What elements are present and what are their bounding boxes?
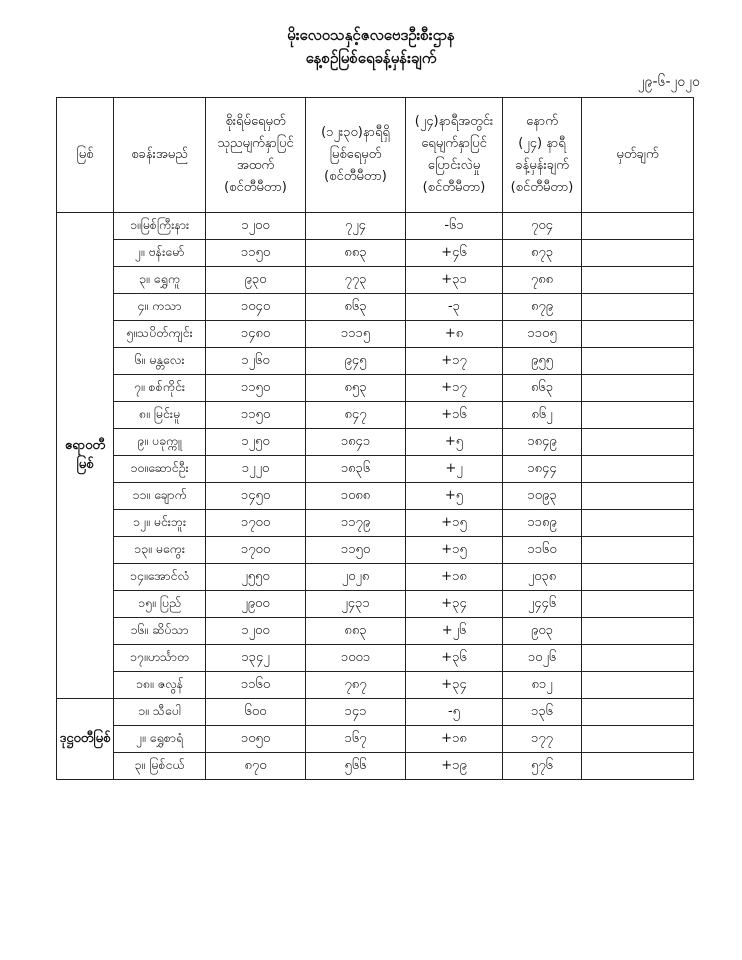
level-cell: ၁၀၈၈ [306,483,406,510]
forecast-cell: ၇၀၄ [503,213,582,240]
table-row [57,753,694,780]
change-cell: +၃၄ [406,672,503,699]
forecast-cell: ၅၇၆ [503,753,582,780]
header-forecast [503,98,582,213]
table-row [57,240,694,267]
forecast-cell: ၁၁၈၉ [503,510,582,537]
change-cell: +၁၉ [406,753,503,780]
table-row [57,429,694,456]
forecast-cell: ၁၈၄၄ [503,456,582,483]
danger-cell: ၁၀၄၀ [206,294,306,321]
danger-cell: ၁၁၅၀ [206,402,306,429]
change-cell: +၂၆ [406,618,503,645]
remark-cell [582,213,694,240]
river-name: ဧရာဝတီမြစ် [57,213,114,699]
change-cell: +၁၅ [406,537,503,564]
forecast-cell: ၂၀၃၈ [503,564,582,591]
level-cell: ၂၄၃၁ [306,591,406,618]
change-cell: +၁၆ [406,402,503,429]
change-cell: +၁၇ [406,375,503,402]
change-cell: -၃ [406,294,503,321]
change-cell: +၂ [406,456,503,483]
forecast-cell: ၈၁၂ [503,672,582,699]
change-cell: +၁၅ [406,510,503,537]
table-row [57,483,694,510]
danger-cell: ၆၀၀ [206,699,306,726]
danger-cell: ၁၀၅၀ [206,726,306,753]
level-cell: ၇၇၃ [306,267,406,294]
danger-cell: ၁၂၂၀ [206,456,306,483]
department-title: မိုးလေဝသနှင့်ဇလဗေဒဦးစီးဌာန [287,26,455,44]
remark-cell [582,402,694,429]
forecast-cell: ၁၈၄၉ [503,429,582,456]
level-cell: ၇၈၇ [306,672,406,699]
change-cell: +၅ [406,429,503,456]
level-cell: ၉၄၅ [306,348,406,375]
header-level-line: မြစ်ရေမှတ် [329,147,382,162]
table-row [57,618,694,645]
change-cell: -၅ [406,699,503,726]
level-cell: ၈၈၃ [306,618,406,645]
table-row [57,672,694,699]
table-row [57,564,694,591]
remark-cell [582,726,694,753]
river-level-table [56,97,694,780]
table-row [57,294,694,321]
level-cell: ၁၈၃၆ [306,456,406,483]
remark-cell [582,483,694,510]
forecast-cell: ၈၇၃ [503,240,582,267]
table-row [57,375,694,402]
danger-cell: ၁၁၅၀ [206,375,306,402]
table-body [57,213,694,780]
change-cell: +၃၆ [406,645,503,672]
remark-cell [582,267,694,294]
remark-cell [582,672,694,699]
table-row [57,213,694,240]
station-cell: ၃။ ရွှေကူ [114,267,206,294]
danger-cell: ၉၃၀ [206,267,306,294]
table-row [57,537,694,564]
table-row [57,645,694,672]
header-forecast-line: ခန့်မှန်းချက် [515,158,569,173]
danger-cell: ၈၇၀ [206,753,306,780]
forecast-cell: ၁၃၆ [503,699,582,726]
danger-cell: ၁၂၀၀ [206,618,306,645]
station-cell: ၁၃။ မကွေး [114,537,206,564]
danger-cell: ၁၇၀၀ [206,537,306,564]
level-cell: ၁၄၁ [306,699,406,726]
header-danger-line: အထက် [236,158,275,173]
forecast-cell: ၈၇၉ [503,294,582,321]
danger-cell: ၁၂၅၀ [206,429,306,456]
header-change-line: ပြောင်းလဲမှု [427,158,481,173]
remark-cell [582,429,694,456]
level-cell: ၈၆၃ [306,294,406,321]
station-cell: ၁။ သီပေါ [114,699,206,726]
level-cell: ၂၀၂၈ [306,564,406,591]
remark-cell [582,564,694,591]
report-date: ၂၉-၆-၂၀၂၀ [637,74,700,90]
level-cell: ၁၁၅၀ [306,537,406,564]
forecast-cell: ၂၄၄၆ [503,591,582,618]
station-cell: ၂။ ရွှေစာရံ [114,726,206,753]
table-row [57,348,694,375]
header-current-level [306,98,406,213]
header-change-line: (၂၄)နာရီအတွင်း [414,114,494,129]
table-row [57,267,694,294]
report-title: နေ့စဥ်မြစ်ရေခန့်မှန်းချက် [305,49,437,67]
level-cell: ၁၁၇၉ [306,510,406,537]
station-cell: ၁၅။ ပြည် [114,591,206,618]
station-cell: ၁၆။ ဆိပ်သာ [114,618,206,645]
station-cell: ၂။ ဗန်းမော် [114,240,206,267]
river-name: ဒုဋ္ဌဝတီမြစ် [57,699,114,780]
remark-cell [582,645,694,672]
forecast-cell: ၈၆၂ [503,402,582,429]
header-remark: မှတ်ချက် [582,98,694,213]
header-danger-line: (စင်တီမီတာ) [224,180,287,195]
remark-cell [582,591,694,618]
table-row [57,591,694,618]
change-cell: +၈ [406,321,503,348]
remark-cell [582,753,694,780]
level-cell: ၁၀၀၁ [306,645,406,672]
table-row [57,402,694,429]
forecast-cell: ၈၆၃ [503,375,582,402]
station-cell: ၁၂။ မင်းဘူး [114,510,206,537]
station-cell: ၁၈။ ဇလွန် [114,672,206,699]
remark-cell [582,537,694,564]
remark-cell [582,240,694,267]
header-danger-line: စိုးရိမ်ရေမှတ် [225,114,286,129]
danger-cell: ၁၃၄၂ [206,645,306,672]
change-cell: +၁၈ [406,726,503,753]
danger-cell: ၁၂၀၀ [206,213,306,240]
change-cell: +၃၄ [406,591,503,618]
danger-cell: ၁၄၅၀ [206,483,306,510]
remark-cell [582,618,694,645]
station-cell: ၆။ မန္တလေး [114,348,206,375]
header-river: မြစ် [57,98,114,213]
remark-cell [582,510,694,537]
forecast-cell: ၁၁၆၀ [503,537,582,564]
station-cell: ၁၇။ဟင်္သာတ [114,645,206,672]
danger-cell: ၁၂၆၀ [206,348,306,375]
level-cell: ၁၁၁၅ [306,321,406,348]
header-row [57,98,694,213]
header-change [406,98,503,213]
station-cell: ၁၀။ဆောင်ဦး [114,456,206,483]
station-cell: ၇။ စစ်ကိုင်း [114,375,206,402]
remark-cell [582,321,694,348]
remark-cell [582,699,694,726]
change-cell: +၄၆ [406,240,503,267]
forecast-cell: ၁၁၀၅ [503,321,582,348]
header-forecast-line: နောက် [526,114,558,129]
danger-cell: ၁၄၈၀ [206,321,306,348]
change-cell: +၁၇ [406,348,503,375]
header-change-line: ရေမျက်နှာပြင် [421,136,487,151]
forecast-cell: ၁၇၇ [503,726,582,753]
header-danger-line: သုညမျက်နှာပြင် [217,136,294,151]
remark-cell [582,294,694,321]
change-cell: -၆၁ [406,213,503,240]
danger-cell: ၂၅၅၀ [206,564,306,591]
level-cell: ၁၈၄၁ [306,429,406,456]
table-row [57,456,694,483]
change-cell: +၁၈ [406,564,503,591]
danger-cell: ၂၉၀၀ [206,591,306,618]
danger-cell: ၁၁၅၀ [206,240,306,267]
level-cell: ၈၄၇ [306,402,406,429]
danger-cell: ၁၁၆၀ [206,672,306,699]
station-cell: ၄။ ကသာ [114,294,206,321]
header-station: စခန်းအမည် [114,98,206,213]
remark-cell [582,348,694,375]
change-cell: +၃၁ [406,267,503,294]
table-row [57,699,694,726]
level-cell: ၈၈၃ [306,240,406,267]
station-cell: ၁။မြစ်ကြီးနား [114,213,206,240]
header-forecast-line: (၂၄) နာရီ [518,136,566,151]
level-cell: ၈၅၃ [306,375,406,402]
danger-cell: ၁၇၀၀ [206,510,306,537]
remark-cell [582,456,694,483]
level-cell: ၁၆၇ [306,726,406,753]
forecast-cell: ၉၀၃ [503,618,582,645]
table-row [57,510,694,537]
station-cell: ၁၁။ ချောက် [114,483,206,510]
forecast-cell: ၁၀၂၆ [503,645,582,672]
station-cell: ၈။ မြင်းမူ [114,402,206,429]
table-row [57,321,694,348]
station-cell: ၃။ မြစ်ငယ် [114,753,206,780]
change-cell: +၅ [406,483,503,510]
forecast-cell: ၇၈၈ [503,267,582,294]
header-danger-level [206,98,306,213]
station-cell: ၉။ ပခုက္ကူ [114,429,206,456]
level-cell: ၇၂၄ [306,213,406,240]
header-level-line: (စင်တီမီတာ) [324,169,387,184]
remark-cell [582,375,694,402]
header-level-line: (၁၂း၃၀)နာရီရှိ [321,125,390,140]
forecast-cell: ၉၅၅ [503,348,582,375]
level-cell: ၅၆၆ [306,753,406,780]
header-change-line: (စင်တီမီတာ) [422,180,486,195]
forecast-cell: ၁၀၉၃ [503,483,582,510]
station-cell: ၅။သပိတ်ကျင်း [114,321,206,348]
station-cell: ၁၄။အောင်လံ [114,564,206,591]
header-forecast-line: (စင်တီမီတာ) [510,180,574,195]
table-row [57,726,694,753]
